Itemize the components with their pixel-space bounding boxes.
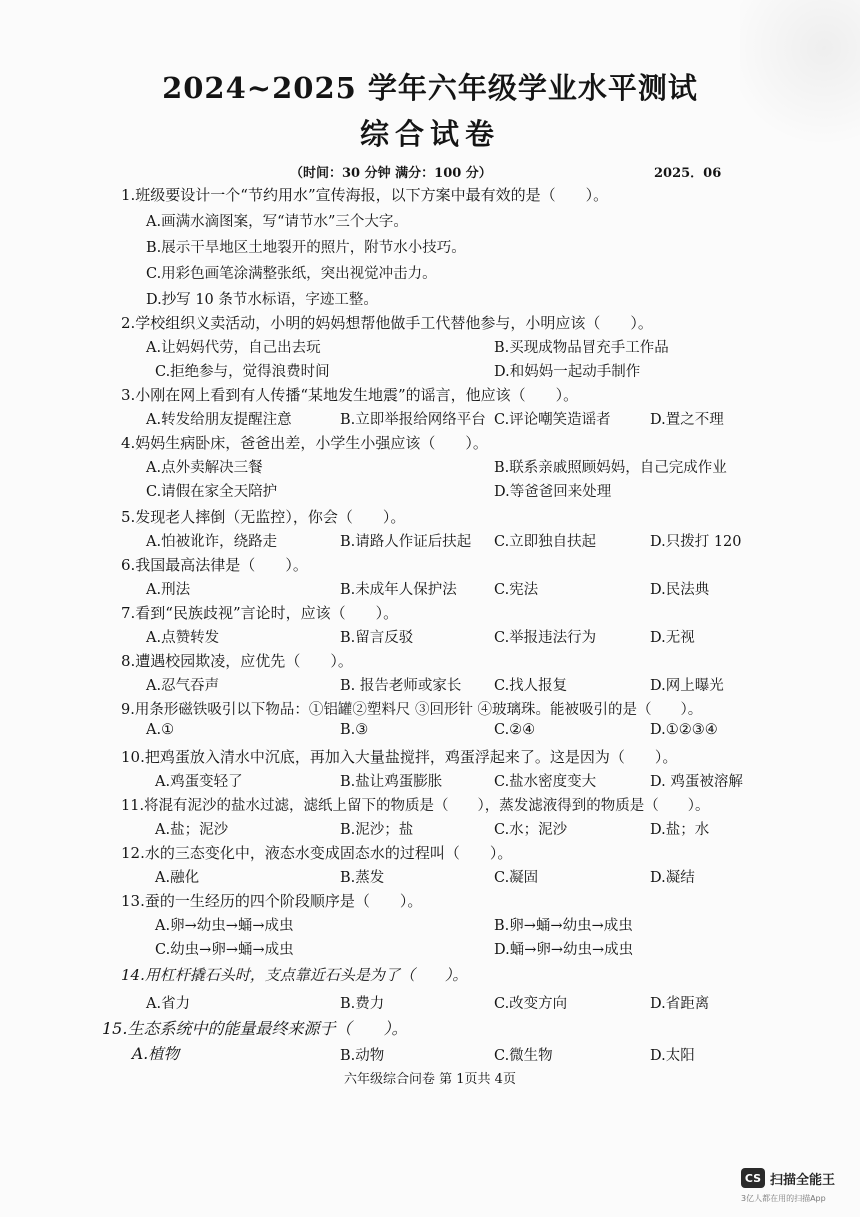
option-c: C.②④ [494, 722, 536, 738]
question-stem: 7.看到“民族歧视”言论时，应该（ ）。 [121, 604, 399, 622]
option-d: D.只拨打 120 [650, 534, 742, 550]
option-d: D.盐；水 [650, 822, 710, 838]
option-c: C.评论嘲笑造谣者 [494, 412, 611, 428]
option-c: C.改变方向 [494, 996, 568, 1012]
option-b: B.留言反驳 [340, 630, 414, 646]
option-c: C.幼虫→卵→蛹→成虫 [155, 942, 294, 958]
option-d: D.太阳 [650, 1048, 695, 1064]
option-a: A.让妈妈代劳，自己出去玩 [146, 340, 321, 356]
option-b: B.泥沙；盐 [340, 822, 414, 838]
option-a: A.怕被讹诈，绕路走 [146, 534, 278, 550]
option-b: B.买现成物品冒充手工作品 [494, 340, 669, 356]
option-a: A.省力 [146, 996, 191, 1012]
watermark-brand: 扫描全能王 [770, 1172, 836, 1188]
option-a: A.刑法 [146, 582, 191, 598]
option-a: A.点外卖解决三餐 [146, 460, 263, 476]
option-b: B.费力 [340, 996, 385, 1012]
option-c: C.找人报复 [494, 678, 568, 694]
option-b: B.③ [340, 722, 369, 738]
option-b: B.动物 [340, 1048, 385, 1064]
option-b: B.卵→蛹→幼虫→成虫 [494, 918, 633, 934]
question-stem: 4.妈妈生病卧床，爸爸出差，小学生小强应该（ ）。 [121, 434, 488, 452]
exam-title: 2024~2025 学年六年级学业水平测试 [162, 71, 698, 105]
option-b: B.展示干旱地区土地裂开的照片，附节水小技巧。 [146, 240, 466, 256]
watermark-tagline: 3亿人都在用的扫描App [741, 1194, 826, 1203]
option-a: A.卵→幼虫→蛹→成虫 [155, 918, 294, 934]
question-stem: 15.生态系统中的能量最终来源于（ ）。 [102, 1019, 408, 1038]
option-a: A.① [146, 722, 175, 738]
option-a: A.植物 [132, 1045, 180, 1063]
question-stem: 8.遭遇校园欺凌，应优先（ ）。 [121, 652, 353, 670]
time-score-info: （时间：30 分钟 满分：100 分） [290, 166, 492, 181]
scanner-watermark [741, 1168, 835, 1188]
option-a: A.点赞转发 [146, 630, 220, 646]
option-b: B.蒸发 [340, 870, 385, 886]
option-a: A.鸡蛋变轻了 [155, 774, 243, 790]
option-d: D.省距离 [650, 996, 710, 1012]
question-stem: 14.用杠杆撬石头时，支点靠近石头是为了（ ）。 [121, 966, 468, 984]
option-c: C.宪法 [494, 582, 539, 598]
option-c: C.拒绝参与，觉得浪费时间 [155, 364, 330, 380]
option-b: B.未成年人保护法 [340, 582, 457, 598]
question-stem: 13.蚕的一生经历的四个阶段顺序是（ ）。 [121, 892, 423, 910]
option-d: D.无视 [650, 630, 695, 646]
option-d: D.网上曝光 [650, 678, 724, 694]
option-d: D.等爸爸回来处理 [494, 484, 612, 500]
exam-date: 2025．06 [654, 166, 722, 181]
question-stem: 10.把鸡蛋放入清水中沉底，再加入大量盐搅拌，鸡蛋浮起来了。这是因为（ ）。 [121, 748, 678, 766]
option-c: C.盐水密度变大 [494, 774, 597, 790]
option-b: B. 报告老师或家长 [340, 678, 462, 694]
exam-subtitle: 综合试卷 [359, 117, 500, 151]
option-b: B.立即举报给网络平台 [340, 412, 486, 428]
question-stem: 12.水的三态变化中，液态水变成固态水的过程叫（ ）。 [121, 844, 513, 862]
question-stem: 11.将混有泥沙的盐水过滤，滤纸上留下的物质是（ ），蒸发滤液得到的物质是（ ）。 [121, 798, 710, 814]
option-a: A.转发给朋友提醒注意 [146, 412, 292, 428]
option-a: A.忍气吞声 [146, 678, 220, 694]
question-stem: 2.学校组织义卖活动，小明的妈妈想帮他做手工代替他参与，小明应该（ ）。 [121, 314, 653, 332]
question-stem: 3.小刚在网上看到有人传播“某地发生地震”的谣言，他应该（ ）。 [121, 386, 579, 404]
camscanner-logo-icon: CS [741, 1168, 765, 1188]
question-stem: 1.班级要设计一个“节约用水”宣传海报，以下方案中最有效的是（ ）。 [121, 186, 609, 204]
question-stem: 5.发现老人摔倒（无监控），你会（ ）。 [121, 508, 406, 526]
question-stem: 9.用条形磁铁吸引以下物品：①铝罐②塑料尺 ③回形针 ④玻璃珠。能被吸引的是（ ）。 [121, 702, 703, 718]
option-d: D.凝结 [650, 870, 695, 886]
page-footer: 六年级综合问卷 第 1页共 4页 [344, 1072, 516, 1087]
option-d: D. 鸡蛋被溶解 [650, 774, 743, 790]
option-d: D.①②③④ [650, 722, 718, 738]
option-c: C.微生物 [494, 1048, 553, 1064]
option-c: C.立即独自扶起 [494, 534, 597, 550]
option-c: C.凝固 [494, 870, 539, 886]
option-d: D.蛹→卵→幼虫→成虫 [494, 942, 634, 958]
option-c: C.请假在家全天陪护 [146, 484, 278, 500]
option-a: A.画满水滴图案，写“请节水”三个大字。 [146, 214, 408, 230]
option-b: B.请路人作证后扶起 [340, 534, 472, 550]
option-b: B.联系亲戚照顾妈妈，自己完成作业 [494, 460, 727, 476]
option-d: D.抄写 10 条节水标语，字迹工整。 [146, 292, 378, 308]
option-c: C.水；泥沙 [494, 822, 568, 838]
question-stem: 6.我国最高法律是（ ）。 [121, 556, 308, 574]
option-a: A.盐；泥沙 [155, 822, 229, 838]
option-d: D.置之不理 [650, 412, 724, 428]
option-a: A.融化 [155, 870, 200, 886]
option-c: C.用彩色画笔涂满整张纸，突出视觉冲击力。 [146, 266, 437, 282]
option-b: B.盐让鸡蛋膨胀 [340, 774, 443, 790]
option-d: D.民法典 [650, 582, 710, 598]
option-c: C.举报违法行为 [494, 630, 597, 646]
option-d: D.和妈妈一起动手制作 [494, 364, 641, 380]
